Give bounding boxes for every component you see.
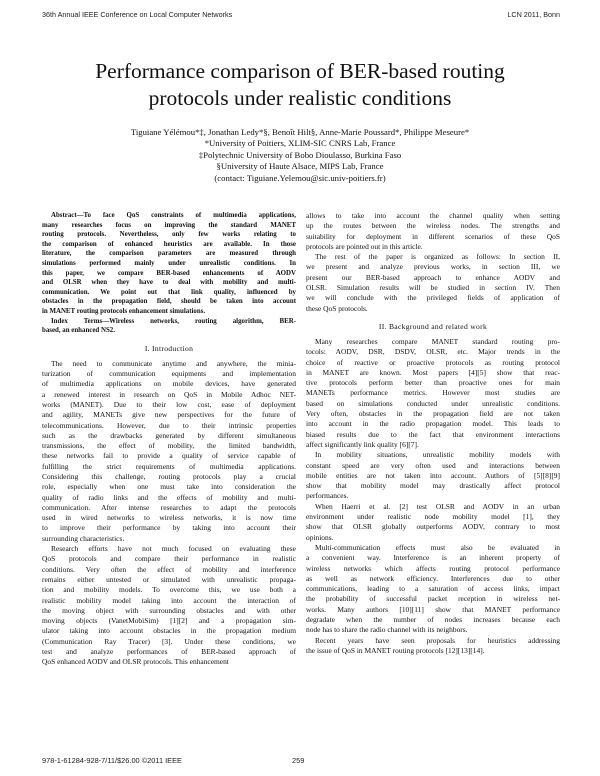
text-line: used in wired networks to wireless networks, it is now time <box>42 513 296 523</box>
text-line: realistic mobility model taking into account the interaction of <box>42 595 296 605</box>
text-line: such as the drawbacks generated by different simultaneous <box>42 430 296 440</box>
text-line: test and analyze performances of BER-based approach of <box>42 647 296 657</box>
paragraph <box>306 252 560 314</box>
text-line: the moving object with surrounding obstacles and with other <box>42 605 296 615</box>
text-line: Research efforts have not much focused on evaluating these <box>51 544 296 554</box>
text-line: routing protocols. Nevertheless, only few works relating to <box>42 231 296 239</box>
text-line: based, an enhanced NS2. <box>42 327 115 335</box>
text-line: as well as network efficiency. Interferences due to other <box>306 573 560 583</box>
running-header-venue: LCN 2011, Bonn <box>507 10 560 19</box>
text-line: remains either untested or simulated with unrealistic propaga- <box>42 574 296 584</box>
text-line: biased results due to the fact that environment interactions <box>306 429 560 439</box>
text-line: simulations performed mainly under unrealistic conditions. In <box>42 259 296 267</box>
text-line: the issue of QoS in MANET routing protocols [12][13][14]. <box>306 645 485 655</box>
text-line: wireless networks which affects routing protocol performance <box>306 563 560 573</box>
text-line: QoS protocols and compare their performance in realistic <box>42 554 296 564</box>
text-line: turization of communication equipments and implementation <box>42 369 296 379</box>
text-line: The need to communicate anytime and anywhere, the minia- <box>51 358 296 368</box>
title-line: protocols under realistic conditions <box>148 86 452 110</box>
paragraph <box>306 337 560 450</box>
text-line: When Haerri et al. [2] test OLSR and AODV in an urban <box>315 501 560 511</box>
text-line: Abstract—To face QoS constraints of multimedia applications, <box>51 212 296 219</box>
paragraph <box>42 359 296 544</box>
affiliation: ‡Polytechnic University of Bobo Dioulasso, Burkina Faso <box>198 149 402 160</box>
text-line: opinions. <box>306 532 334 542</box>
text-line: this paper, we compare BER-based enhancements of AODV <box>42 269 296 277</box>
text-line: protocols are pointed out in this article. <box>306 241 423 251</box>
text-line: Index Terms—Wireless networks, routing algorithm, BER- <box>51 317 296 325</box>
right-column <box>306 211 560 656</box>
text-line: communications, leading to a saturation of access links, impact <box>306 584 560 594</box>
text-line: fulfilling the strict requirements of multimedia applications. <box>42 461 296 471</box>
text-line: tive protocols perform better than proactive ones for main <box>306 378 560 388</box>
text-line: (Communication Ray Tracer) [3]. Under these conditions, we <box>42 636 296 646</box>
paragraph <box>306 211 560 252</box>
text-line: communication. We point out that link quality, influenced by <box>42 288 296 296</box>
text-line: conditions. Very often the effect of mobility and interference <box>42 564 296 574</box>
text-line: ulator taking into account obstacles in the propagation medium <box>42 626 296 636</box>
text-line: of multimedia applications on mobile devices, have generated <box>42 379 296 389</box>
paragraph <box>42 544 296 668</box>
text-line: In mobility situations, unrealistic mobility models with <box>315 450 560 460</box>
author-names: Tiguiane Yélémou*‡, Jonathan Ledy*§, Benoît Hilt§, Anne-Marie Poussard*, Philippe Meseure* <box>130 127 470 137</box>
paragraph <box>306 636 560 657</box>
text-line: Recent years have seen proposals for heuristics addressing <box>315 635 560 645</box>
text-line: based on simulations conducted under unrealistic conditions. <box>306 398 560 408</box>
index-terms <box>42 317 296 336</box>
text-line: QoS enhanced AODV and OLSR protocols. This enhancement <box>42 657 229 667</box>
text-line: node has to share the radio channel with its neighbors. <box>306 625 468 635</box>
title-line: Performance comparison of BER-based routing <box>95 59 505 83</box>
text-line: and agility, MANETs give new perspectives for the future of <box>42 410 296 420</box>
text-line: OLSR. Simulation results will be studied in section IV. Then <box>306 283 560 293</box>
paragraph <box>306 502 560 543</box>
section-heading-background: II. Background and related work <box>378 321 488 331</box>
text-line: a renewed interest in research on QoS in Mobile Adhoc NET- <box>42 389 296 399</box>
text-line: literature, the comparison parameters are measured through <box>42 250 296 258</box>
text-line: the comparison of enhanced heuristics are available. In those <box>42 240 296 248</box>
text-line: environment under realistic node mobility model [1], they <box>306 512 560 522</box>
text-line: into account in the radio propagation model. This leads to <box>306 419 560 429</box>
text-line: tion and mobility models. To overcome this, we use both a <box>42 585 296 595</box>
text-line: these networks fail to provide a quality of service capable of <box>42 451 296 461</box>
text-line: Multi-communication effects must also be evaluated in <box>315 542 560 552</box>
text-line: obstacles in the propagation field, should be taken into account <box>42 298 296 306</box>
abstract <box>42 211 296 317</box>
text-line: Considering this challenge, routing protocols play a crucial <box>42 471 296 481</box>
text-line: choice of reactive or proactive protocols as routing protocol <box>306 357 560 367</box>
text-line: in MANET routing protocols enhancement simulations. <box>42 307 206 315</box>
section-heading-introduction: I. Introduction <box>144 343 194 353</box>
text-line: Very often, obstacles in the propagation field are not taken <box>306 409 560 419</box>
text-line: a convenient way. Interference is an inherent property of <box>306 553 560 563</box>
text-line: role, especially when one must take into consideration the <box>42 482 296 492</box>
text-line: quality of radio links and the effects of mobility and multi- <box>42 492 296 502</box>
text-line: tocols: AODV, DSR, DSDV, OLSR, etc. Major trends in the <box>306 347 560 357</box>
contact-email: (contact: Tiguiane.Yelemou@sic.univ-poitiers.fr) <box>214 172 386 183</box>
text-line: show that OLSR globally outperforms AODV, contrary to most <box>306 522 560 532</box>
affiliation: *University of Poitiers, XLIM-SIC CNRS Lab, France <box>204 138 396 149</box>
footer-copyright: 978-1-61284-928-7/11/$26.00 ©2011 IEEE <box>42 756 182 765</box>
text-line: allows to take into account the channel quality when setting <box>306 211 560 220</box>
text-line: MANETs performance metrics. However most studies are <box>306 388 560 398</box>
text-line: communication. After intense researches to adapt the protocols <box>42 502 296 512</box>
text-line: these QoS protocols. <box>306 303 368 313</box>
text-line: suitability for deployment in different scenarios of these QoS <box>306 231 560 241</box>
text-line: performances. <box>306 491 349 501</box>
text-line: the probability of successful packet reception in wireless net- <box>306 594 560 604</box>
text-line: mobile entities are not taken into account. Authors of [5][8][9] <box>306 470 560 480</box>
text-line: works. Many authors [10][11] show that MANET performance <box>306 604 560 614</box>
text-line: transmissions, the effect of mobility, the limited bandwidth, <box>42 441 296 451</box>
text-line: to improve their performance by taking into account their <box>42 523 296 533</box>
text-line: we will conclude with the privileged fields of application of <box>306 293 560 303</box>
paragraph <box>306 543 560 636</box>
text-line: telecommunications. However, due to their intrinsic properties <box>42 420 296 430</box>
affiliation: §University of Haute Alsace, MIPS Lab, France <box>216 161 384 172</box>
text-line: up the routes between the wireless nodes. The strengths and <box>306 221 560 231</box>
text-line: in MANET are known. Most papers [4][5] show that reac- <box>306 367 560 377</box>
text-line: degradate when the number of nodes increases because each <box>306 614 560 624</box>
text-line: many researches focus on improving the standard MANET <box>42 221 296 229</box>
page-number: 259 <box>292 756 305 765</box>
paper-title <box>40 58 560 112</box>
running-header-conference: 36th Annual IEEE Conference on Local Computer Networks <box>42 10 233 19</box>
left-column <box>42 211 296 668</box>
paragraph <box>306 450 560 501</box>
text-line: moving objects (VanetMobiSim) [1][2] and a propagation sim- <box>42 616 296 626</box>
text-line: surrounding characteristics. <box>42 533 125 543</box>
text-line: The rest of the paper is organized as follows: In section II, <box>315 252 560 262</box>
text-line: Many researches compare MANET standard routing pro- <box>315 336 560 346</box>
text-line: we present and analyze previous works, in section III, we <box>306 262 560 272</box>
text-line: affect significantly link quality [6][7]. <box>306 439 419 449</box>
text-line: works (MANET). Due to their low cost, ease of deployment <box>42 399 296 409</box>
author-block <box>40 127 560 184</box>
text-line: show that mobility model may drastically affect protocol <box>306 481 560 491</box>
text-line: present our BER-based approach to enhance AODV and <box>306 272 560 282</box>
text-line: constant speed are very often used and interactions between <box>306 460 560 470</box>
text-line: and OLSR when they have to deal with mobility and multi- <box>42 279 296 287</box>
